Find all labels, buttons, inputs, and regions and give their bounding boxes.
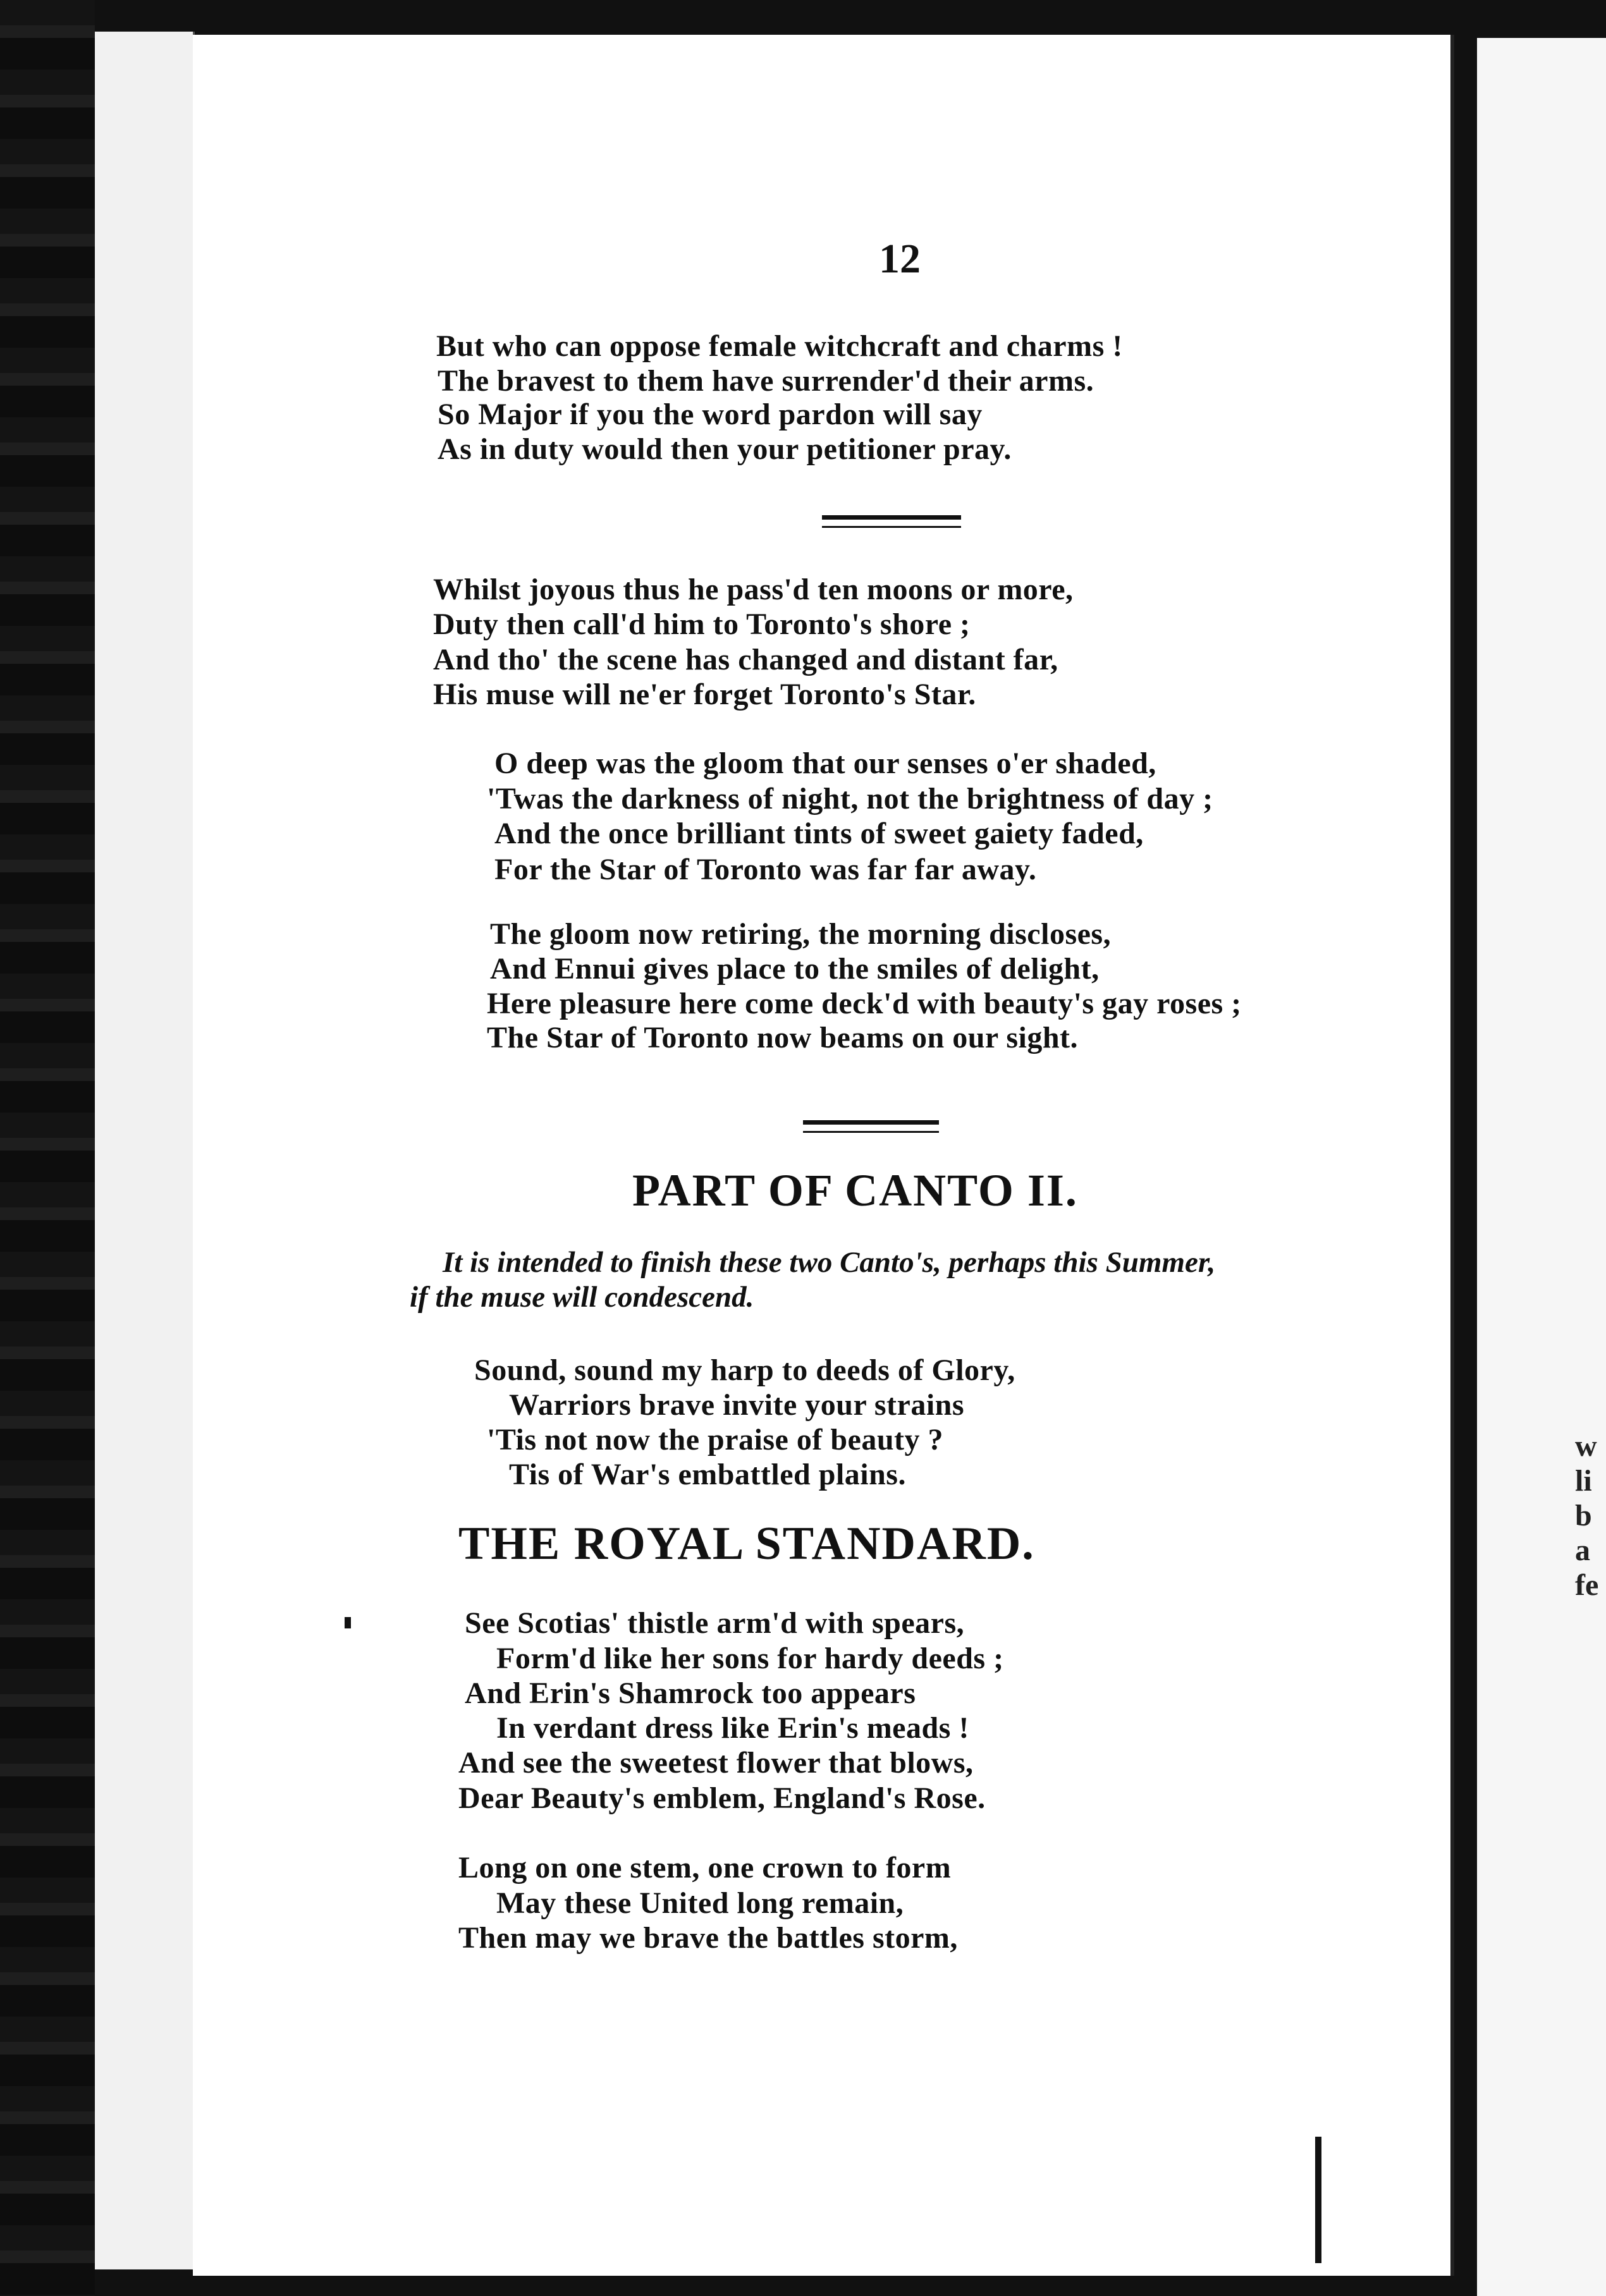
verse-line: For the Star of Toronto was far far away. <box>494 853 1037 886</box>
verse-line: See Scotias' thistle arm'd with spears, <box>465 1606 965 1640</box>
verse-line: Form'd like her sons for hardy deeds ; <box>496 1642 1004 1675</box>
verse-line: And the once brilliant tints of sweet gaiety faded, <box>494 817 1144 850</box>
verse-line: Long on one stem, one crown to form <box>458 1851 952 1884</box>
section-divider <box>822 526 961 528</box>
section-heading: PART OF CANTO II. <box>632 1165 1078 1216</box>
editorial-note: if the muse will condescend. <box>410 1281 754 1314</box>
binding-mark <box>1315 2137 1321 2263</box>
verse-line: Dear Beauty's emblem, England's Rose. <box>458 1781 986 1815</box>
section-divider <box>803 1131 939 1133</box>
verse-line: His muse will ne'er forget Toronto's Star. <box>433 678 976 711</box>
verse-line: 'Tis not now the praise of beauty ? <box>487 1423 944 1456</box>
verse-line: Tis of War's embattled plains. <box>509 1458 906 1491</box>
verse-line: And Ennui gives place to the smiles of delight, <box>490 952 1100 986</box>
facing-page-fragment: li <box>1575 1464 1592 1498</box>
facing-page-fragment: fe <box>1575 1568 1599 1602</box>
verse-line: Whilst joyous thus he pass'd ten moons or more, <box>433 573 1074 606</box>
verse-line: The gloom now retiring, the morning discloses, <box>490 917 1112 951</box>
verse-line: May these United long remain, <box>496 1886 904 1920</box>
verse-line: And Erin's Shamrock too appears <box>465 1676 916 1710</box>
facing-page-edge <box>1473 38 1606 2296</box>
scan-background-left <box>0 0 95 2296</box>
section-divider <box>803 1120 939 1125</box>
verse-line: And tho' the scene has changed and distant far, <box>433 643 1058 676</box>
verse-line: Then may we brave the battles storm, <box>458 1921 958 1955</box>
verse-line: Sound, sound my harp to deeds of Glory, <box>474 1353 1015 1387</box>
verse-line: O deep was the gloom that our senses o'er shaded, <box>494 747 1156 780</box>
verse-line: Here pleasure here come deck'd with beauty's gay roses ; <box>487 987 1242 1020</box>
verse-line: 'Twas the darkness of night, not the brightness of day ; <box>487 782 1213 815</box>
section-heading: THE ROYAL STANDARD. <box>458 1518 1035 1570</box>
verse-line: Duty then call'd him to Toronto's shore ; <box>433 608 971 641</box>
section-divider <box>822 515 961 520</box>
ink-speck <box>345 1617 351 1628</box>
verse-line: In verdant dress like Erin's meads ! <box>496 1711 969 1745</box>
verse-line: And see the sweetest flower that blows, <box>458 1746 974 1780</box>
verse-line: The bravest to them have surrender'd their arms. <box>438 364 1094 398</box>
editorial-note: It is intended to finish these two Canto's, perhaps this Summer, <box>443 1246 1216 1279</box>
facing-page-fragment: a <box>1575 1534 1590 1567</box>
facing-page-fragment: b <box>1575 1499 1592 1532</box>
page-number: 12 <box>879 236 921 282</box>
verse-line: But who can oppose female witchcraft and charms ! <box>436 329 1123 363</box>
verse-line: Warriors brave invite your strains <box>509 1388 965 1422</box>
facing-page-fragment: w <box>1575 1429 1597 1463</box>
verse-line: As in duty would then your petitioner pray. <box>438 432 1012 466</box>
verse-line: The Star of Toronto now beams on our sight. <box>487 1021 1079 1054</box>
verse-line: So Major if you the word pardon will say <box>438 398 983 431</box>
page-stack-edges <box>95 32 196 2269</box>
